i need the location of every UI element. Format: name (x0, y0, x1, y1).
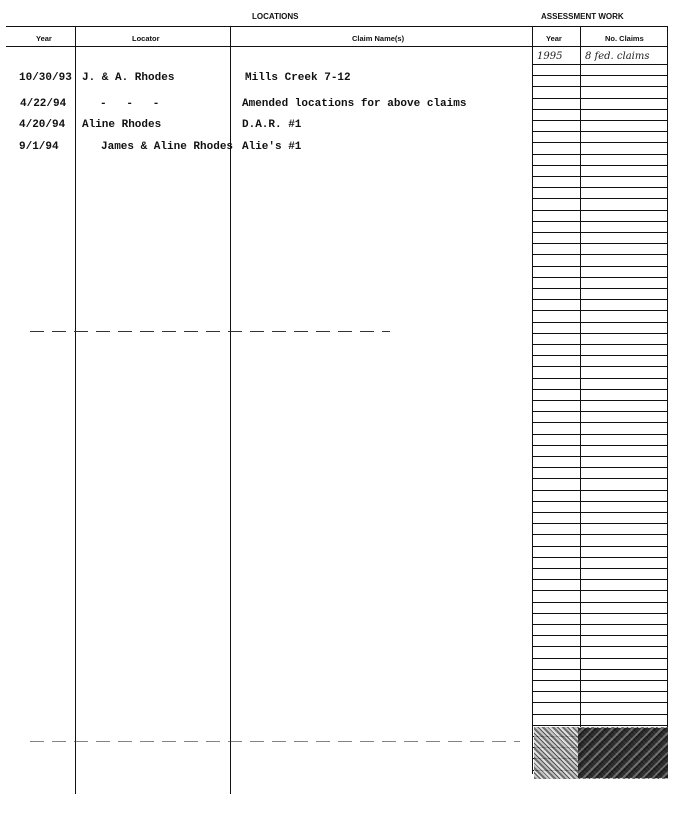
entry-locator: J. & A. Rhodes (82, 72, 175, 84)
entry-date: 10/30/93 (19, 72, 72, 84)
entry-locator: James & Aline Rhodes (101, 141, 234, 153)
fold-line-upper (30, 331, 390, 332)
assessment-year-handwritten: 1995 (537, 51, 563, 62)
entry-locator: - - - (100, 98, 160, 110)
entry-claim-name: Amended locations for above claims (242, 98, 467, 110)
entry-date: 4/22/94 (20, 98, 67, 110)
entry-date: 4/20/94 (19, 119, 66, 131)
year-column-header: Year (36, 34, 52, 43)
entry-locator: Aline Rhodes (82, 119, 162, 131)
assessment-year-column-header: Year (546, 34, 562, 43)
entry-claim-name: Alie's #1 (242, 141, 302, 153)
no-claims-column-header: No. Claims (605, 34, 644, 43)
locations-header: LOCATIONS (252, 12, 299, 21)
locator-column-header: Locator (132, 34, 160, 43)
claim-names-column-header: Claim Name(s) (352, 34, 405, 43)
assessment-work-header: ASSESSMENT WORK (541, 12, 624, 21)
assessment-no-claims-handwritten: 8 fed. claims (585, 51, 650, 62)
entry-date: 9/1/94 (19, 141, 59, 153)
entry-claim-name: D.A.R. #1 (242, 119, 302, 131)
fold-line-lower (30, 741, 520, 742)
entry-claim-name: Mills Creek 7-12 (245, 72, 351, 84)
scan-smudge-dark (578, 728, 668, 778)
